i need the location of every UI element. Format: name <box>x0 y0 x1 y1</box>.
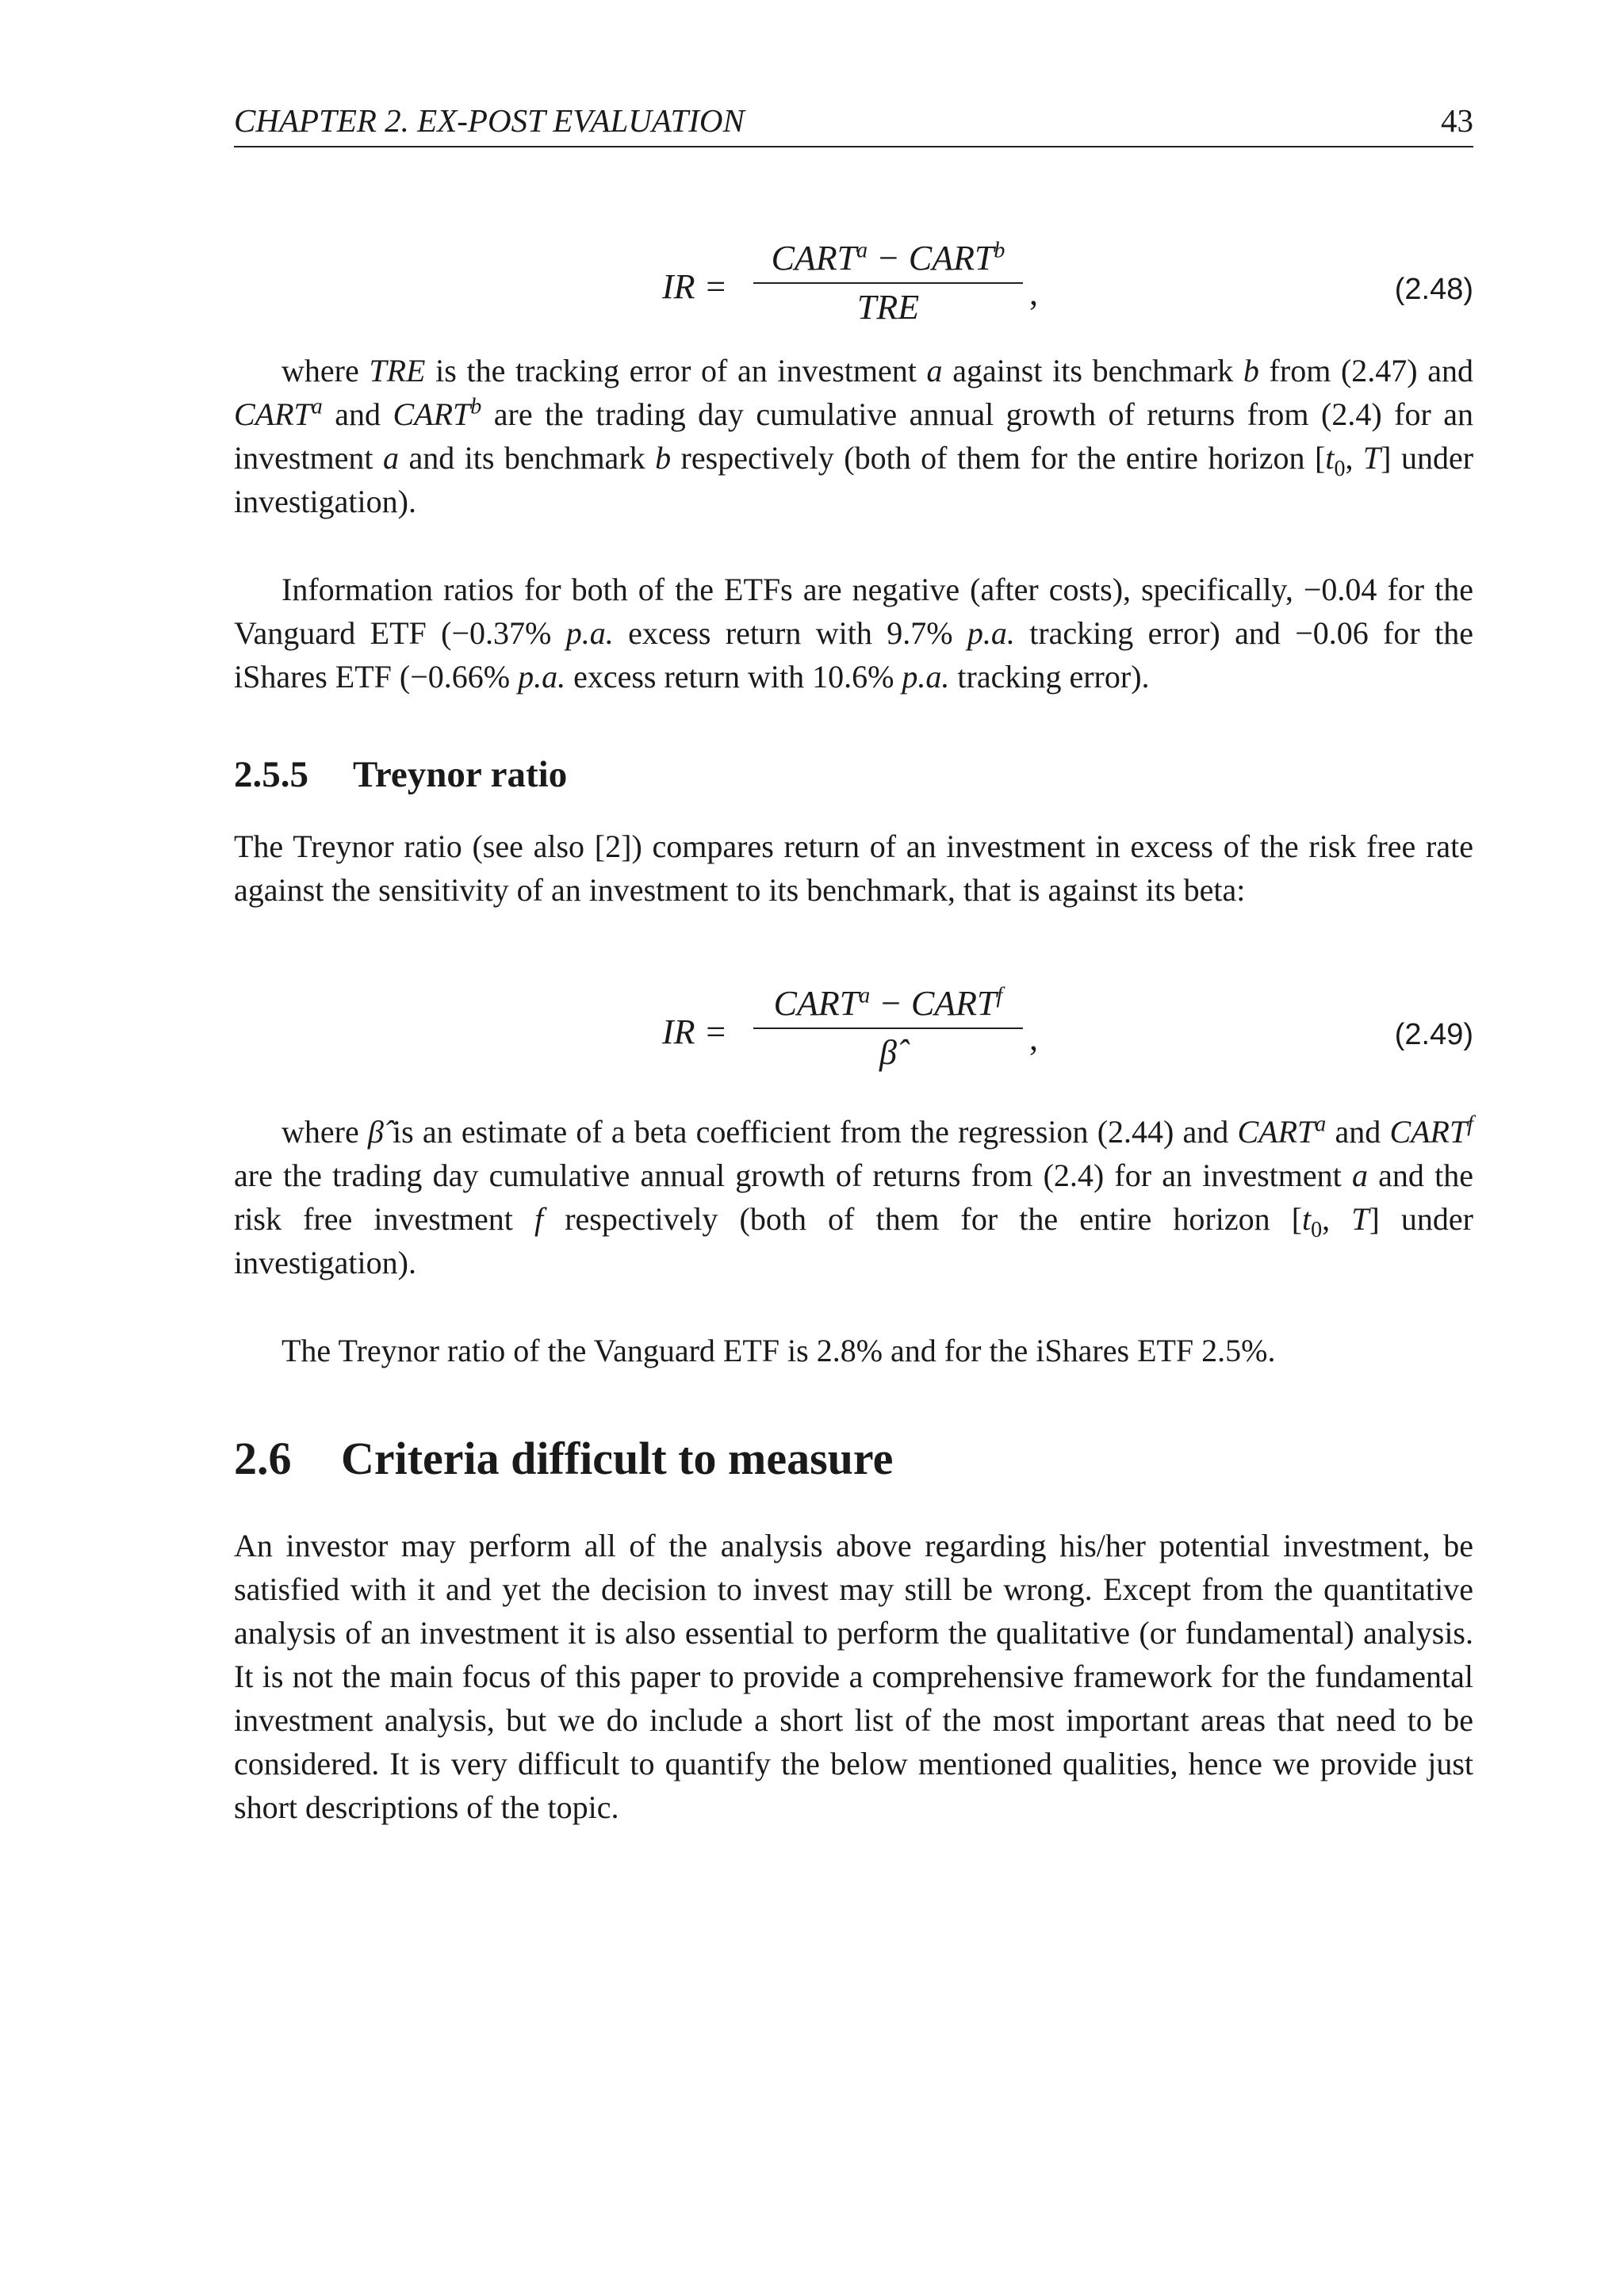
chapter-title: CHAPTER 2. EX-POST EVALUATION <box>234 102 745 139</box>
equation-lhs: IR = <box>662 267 728 306</box>
section-number: 2.5.5 <box>234 754 308 795</box>
fraction-bar <box>753 282 1023 284</box>
equation-denominator: TRE <box>856 288 920 327</box>
fraction-bar <box>753 1027 1023 1029</box>
equation-2-49 <box>234 983 1473 1078</box>
section-heading-2-5-5 <box>234 753 567 796</box>
equation-comma: , <box>1029 1019 1038 1058</box>
page-number: 43 <box>1441 102 1473 139</box>
paragraph-ir-definition: where TRE is the tracking error of an investment a against its benchmark b from (2.47) and CART$^a$ and CART$^b$ are the trading day cumulative annual growth of returns from (2.4) for an investment a and its benchmark b respectively (both of them for the entire horizon [$t_0$, T] under investigation). <box>234 353 1474 519</box>
section-number: 2.6 <box>234 1433 292 1484</box>
equation-number: (2.49) <box>1394 1018 1473 1051</box>
paragraph-criteria: An investor may perform all of the analysis above regarding his/her potential investment, be satisfied with it and yet the decision to invest may still be wrong. Except from the quantitative analysis of an investment it is also essential to perform the qualitative (or fundamental) analysis. It is not the main focus of this paper to provide a comprehensive framework for the fundamental investment analysis, but we do include a short list of the most important areas that need to be considered. It is very difficult to quantify the below mentioned qualities, hence we provide just short descriptions of the topic. <box>234 1528 1473 1825</box>
equation-fraction <box>753 983 1023 1073</box>
section-title: Treynor ratio <box>353 754 568 795</box>
section-title: Criteria difficult to measure <box>341 1433 894 1484</box>
equation-comma: , <box>1029 274 1038 312</box>
equation-number: (2.48) <box>1394 273 1473 306</box>
equation-denominator: β̂ <box>879 1033 897 1072</box>
equation-numerator: $CART^a$ − $CART^f$ <box>773 983 1003 1023</box>
paragraph-treynor-definition: where β̂ is an estimate of a beta coefficient from the regression (2.44) and CART$^a$ and CART$^f$ are the trading day cumulative annual growth of returns from (2.4) for an investment a and the risk free investment f respectively (both of them for the entire horizon [$t_0$, T] under investigation). <box>234 1112 1474 1280</box>
equation-2-48 <box>234 238 1473 333</box>
section-heading-2-6 <box>234 1432 893 1485</box>
equation-numerator: $CART^a$ − $CART^b$ <box>771 238 1005 277</box>
equation-fraction <box>753 238 1023 328</box>
running-header <box>234 101 1473 147</box>
paragraph-treynor-intro: The Treynor ratio (see also [2]) compares return of an investment in excess of the risk free rate against the sensitivity of an investment to its benchmark, that is against its beta: <box>234 828 1473 908</box>
paragraph-ir-results: Information ratios for both of the ETFs are negative (after costs), specifically, −0.04 for the Vanguard ETF (−0.37% p.a. excess return with 9.7% p.a. tracking error) and −0.06 for the iShares ETF (−0.66% p.a. excess return with 10.6% p.a. tracking error). <box>234 572 1473 695</box>
paragraph-treynor-results: The Treynor ratio of the Vanguard ETF is 2.8% and for the iShares ETF 2.5%. <box>282 1333 1276 1368</box>
equation-lhs: IR = <box>662 1012 728 1051</box>
